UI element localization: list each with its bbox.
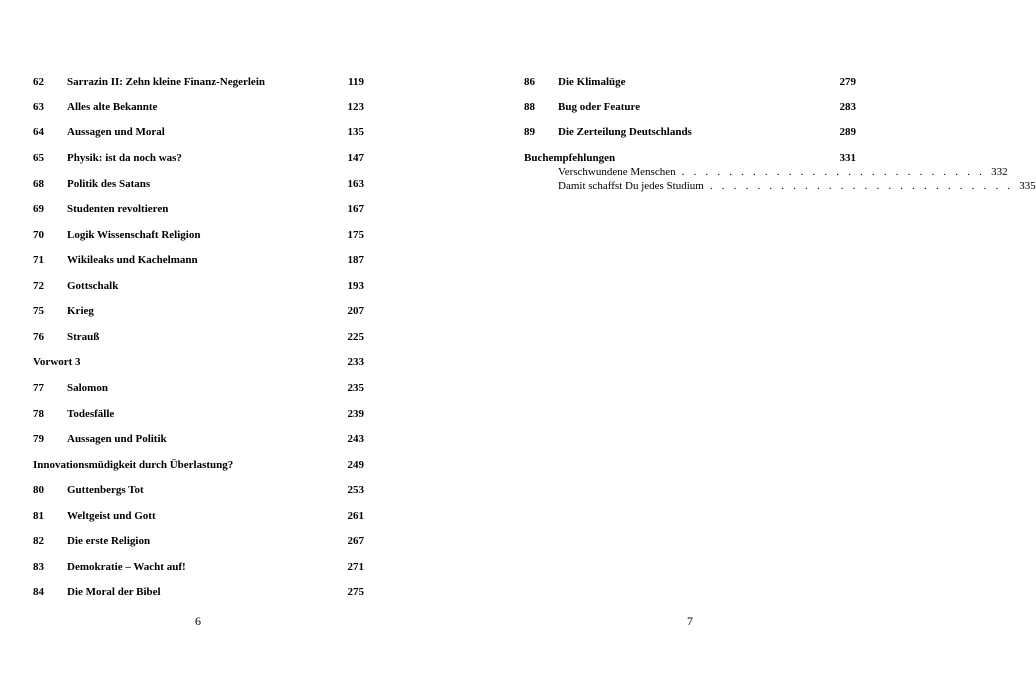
chapter-number: 77 xyxy=(33,382,44,394)
page-number: 207 xyxy=(347,305,364,317)
chapter-title: Logik Wissenschaft Religion xyxy=(67,229,201,241)
chapter-title: Politik des Satans xyxy=(67,178,151,190)
toc-entry[interactable] xyxy=(33,73,364,91)
toc-entry[interactable] xyxy=(33,200,364,218)
page-number: 239 xyxy=(347,408,364,420)
chapter-number: 79 xyxy=(33,433,44,445)
page-number: 175 xyxy=(347,229,364,241)
chapter-number: 72 xyxy=(33,280,44,292)
section-title: Innovationsmüdigkeit durch Überlastung? xyxy=(33,459,234,471)
toc-entry[interactable] xyxy=(524,123,856,141)
chapter-number: 78 xyxy=(33,408,44,420)
chapter-number: 75 xyxy=(33,305,44,317)
toc-entry[interactable] xyxy=(33,481,364,499)
toc-entry[interactable] xyxy=(33,226,364,244)
toc-entry[interactable] xyxy=(33,583,364,601)
chapter-title: Die Klimalüge xyxy=(558,76,626,88)
page-number: 279 xyxy=(839,76,856,88)
chapter-number: 64 xyxy=(33,126,44,138)
chapter-title: Wikileaks und Kachelmann xyxy=(67,254,198,266)
page-number: 167 xyxy=(347,203,364,215)
toc-entry[interactable] xyxy=(33,251,364,269)
chapter-title: Weltgeist und Gott xyxy=(67,510,156,522)
toc-entry[interactable] xyxy=(33,175,364,193)
chapter-number: 76 xyxy=(33,331,44,343)
toc-entry[interactable] xyxy=(33,277,364,295)
toc-entry[interactable] xyxy=(33,302,364,320)
chapter-number: 83 xyxy=(33,561,44,573)
chapter-title: Todesfälle xyxy=(67,408,115,420)
chapter-title: Die Moral der Bibel xyxy=(67,586,161,598)
toc-entry[interactable] xyxy=(33,123,364,141)
section-title: Vorwort 3 xyxy=(33,356,81,368)
chapter-number: 81 xyxy=(33,510,44,522)
chapter-number: 68 xyxy=(33,178,44,190)
chapter-title: Krieg xyxy=(67,305,94,317)
toc-subentry[interactable] xyxy=(558,179,1036,193)
page-number: 253 xyxy=(347,484,364,496)
page-number: 123 xyxy=(347,101,364,113)
page-number: 332 xyxy=(991,166,1008,178)
chapter-title: Die Zerteilung Deutschlands xyxy=(558,126,692,138)
chapter-title: Studenten revoltieren xyxy=(67,203,169,215)
page-number: 147 xyxy=(347,152,364,164)
chapter-title: Salomon xyxy=(67,382,108,394)
chapter-number: 71 xyxy=(33,254,44,266)
toc-entry[interactable] xyxy=(33,405,364,423)
left-page xyxy=(0,0,450,676)
toc-entry[interactable] xyxy=(33,532,364,550)
page-number: 187 xyxy=(347,254,364,266)
section-title: Buchempfehlungen xyxy=(524,152,616,164)
chapter-title: Aussagen und Politik xyxy=(67,433,167,445)
page-number: 233 xyxy=(347,356,364,368)
chapter-number: 86 xyxy=(524,76,535,88)
chapter-number: 88 xyxy=(524,101,535,113)
page-number: 261 xyxy=(347,510,364,522)
chapter-number: 62 xyxy=(33,76,44,88)
chapter-number: 80 xyxy=(33,484,44,496)
leader-dots: . . . . . . . . . . . . . . . . . . . . . . . . . . xyxy=(709,180,1014,192)
page-number: 275 xyxy=(347,586,364,598)
page-number: 267 xyxy=(347,535,364,547)
toc-entry[interactable] xyxy=(33,430,364,448)
chapter-title: Strauß xyxy=(67,331,100,343)
chapter-title: Demokratie – Wacht auf! xyxy=(67,561,186,573)
page-folio: 7 xyxy=(687,614,693,628)
chapter-number: 69 xyxy=(33,203,44,215)
page-number: 249 xyxy=(347,459,364,471)
chapter-title: Bug oder Feature xyxy=(558,101,641,113)
leader-dots: . . . . . . . . . . . . . . . . . . . . . . . . . . xyxy=(681,166,986,178)
page-number: 331 xyxy=(839,152,856,164)
toc-entry[interactable] xyxy=(33,98,364,116)
chapter-title: Guttenbergs Tot xyxy=(67,484,144,496)
right-page xyxy=(450,0,1036,676)
toc-entry[interactable] xyxy=(33,149,364,167)
chapter-title: Die erste Religion xyxy=(67,535,151,547)
page-number: 335 xyxy=(1019,180,1036,192)
page-number: 193 xyxy=(347,280,364,292)
page-number: 283 xyxy=(839,101,856,113)
subentry-title: Verschwundene Menschen xyxy=(558,166,676,178)
page-number: 135 xyxy=(347,126,364,138)
chapter-number: 70 xyxy=(33,229,44,241)
chapter-number: 63 xyxy=(33,101,44,113)
chapter-number: 65 xyxy=(33,152,44,164)
chapter-number: 89 xyxy=(524,126,535,138)
chapter-number: 84 xyxy=(33,586,44,598)
toc-entry[interactable] xyxy=(524,73,856,91)
toc-subentry[interactable] xyxy=(558,165,1008,179)
page-number: 243 xyxy=(347,433,364,445)
chapter-title: Sarrazin II: Zehn kleine Finanz-Negerlein xyxy=(67,76,265,88)
page-number: 235 xyxy=(347,382,364,394)
chapter-number: 82 xyxy=(33,535,44,547)
toc-entry[interactable] xyxy=(33,379,364,397)
page-number: 271 xyxy=(347,561,364,573)
subentry-title: Damit schaffst Du jedes Studium xyxy=(558,180,704,192)
page-number: 119 xyxy=(348,76,364,88)
toc-entry[interactable] xyxy=(33,328,364,346)
toc-section[interactable] xyxy=(33,353,364,371)
page-number: 163 xyxy=(347,178,364,190)
page-number: 225 xyxy=(347,331,364,343)
toc-entry[interactable] xyxy=(33,507,364,525)
page-number: 289 xyxy=(839,126,856,138)
chapter-title: Gottschalk xyxy=(67,280,119,292)
toc-entry[interactable] xyxy=(33,558,364,576)
chapter-title: Physik: ist da noch was? xyxy=(67,152,182,164)
toc-entry[interactable] xyxy=(524,98,856,116)
chapter-title: Alles alte Bekannte xyxy=(67,101,158,113)
chapter-title: Aussagen und Moral xyxy=(67,126,165,138)
page-folio: 6 xyxy=(195,614,201,628)
toc-section[interactable] xyxy=(33,456,364,474)
